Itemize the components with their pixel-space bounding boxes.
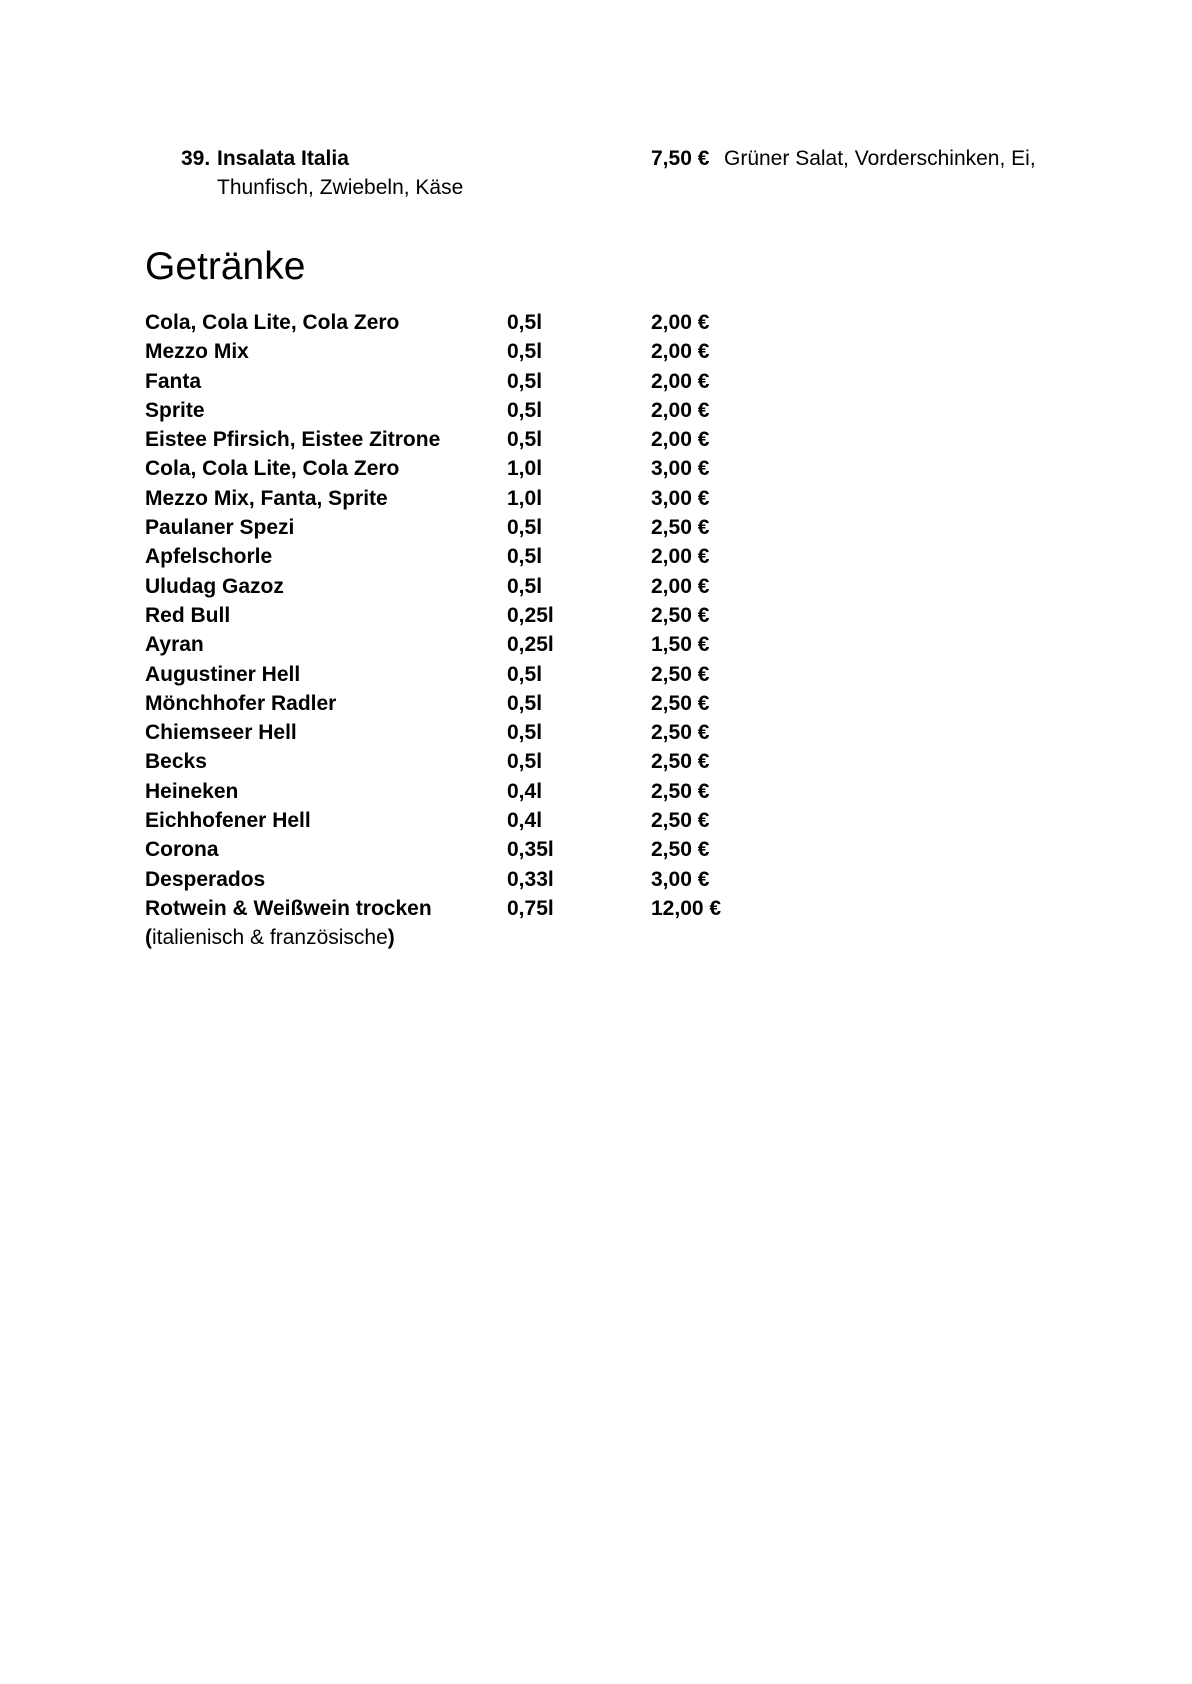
drink-name: Becks	[145, 750, 207, 774]
item-description-line1: Grüner Salat, Vorderschinken, Ei,	[724, 147, 1036, 170]
drink-volume: 0,5l	[507, 369, 543, 393]
drink-price: 3,00 €	[651, 457, 710, 481]
drink-price: 1,50 €	[651, 633, 710, 657]
drink-volume: 0,5l	[507, 311, 543, 334]
drink-volume: 0,5l	[507, 428, 543, 452]
drinks-list	[145, 308, 845, 952]
drink-row	[145, 630, 845, 659]
drink-row	[145, 865, 845, 894]
drink-name: Corona	[145, 838, 219, 862]
drink-row	[145, 337, 845, 366]
drink-volume: 0,33l	[507, 867, 554, 891]
item-price: 7,50 €	[651, 147, 710, 170]
drink-volume: 0,5l	[507, 545, 543, 569]
drink-price: 2,00 €	[651, 428, 710, 452]
drink-price: 2,50 €	[651, 779, 710, 803]
drink-price: 2,50 €	[651, 750, 710, 774]
drink-volume: 0,5l	[507, 691, 543, 715]
drink-price: 2,00 €	[651, 574, 710, 598]
drink-row	[145, 777, 845, 806]
salad-item-39	[181, 144, 1081, 202]
item-description-line2: Thunfisch, Zwiebeln, Käse	[217, 176, 464, 199]
drink-name: Cola, Cola Lite, Cola Zero	[145, 311, 400, 334]
drink-name: Fanta	[145, 369, 202, 393]
drink-row	[145, 484, 845, 513]
drink-name: Ayran	[145, 633, 204, 657]
drink-row	[145, 601, 845, 630]
drink-row	[145, 806, 845, 835]
drink-price: 2,50 €	[651, 838, 710, 862]
drink-name: Mönchhofer Radler	[145, 691, 337, 715]
drink-row	[145, 454, 845, 483]
drink-price: 2,00 €	[651, 311, 710, 334]
drink-name: Sprite	[145, 398, 205, 422]
drink-price: 2,50 €	[651, 603, 710, 627]
drink-volume: 0,25l	[507, 603, 554, 627]
drink-name: Desperados	[145, 867, 266, 891]
drink-row	[145, 747, 845, 776]
drink-row	[145, 572, 845, 601]
drink-row	[145, 308, 845, 337]
drink-name: Eichhofener Hell	[145, 809, 311, 833]
drink-row	[145, 835, 845, 864]
drink-volume: 0,35l	[507, 838, 554, 862]
drink-price: 2,50 €	[651, 691, 710, 715]
note-open-paren: (	[145, 926, 152, 950]
drink-name: Mezzo Mix, Fanta, Sprite	[145, 486, 388, 510]
drink-name: Mezzo Mix	[145, 340, 249, 364]
drink-price: 2,00 €	[651, 369, 710, 393]
drink-price: 12,00 €	[651, 896, 722, 920]
drink-row	[145, 660, 845, 689]
drink-name: Eistee Pfirsich, Eistee Zitrone	[145, 428, 441, 452]
drink-volume: 1,0l	[507, 457, 543, 481]
drink-volume: 0,5l	[507, 516, 543, 540]
drink-price: 2,50 €	[651, 809, 710, 833]
item-number: 39.	[181, 147, 211, 170]
drink-name: Cola, Cola Lite, Cola Zero	[145, 457, 400, 481]
drink-volume: 0,25l	[507, 633, 554, 657]
drink-price: 2,00 €	[651, 340, 710, 364]
drink-row	[145, 894, 845, 923]
drink-volume: 0,4l	[507, 779, 543, 803]
drink-volume: 0,5l	[507, 398, 543, 422]
drink-row	[145, 513, 845, 542]
item-name: Insalata Italia	[217, 147, 349, 170]
note-text: italienisch & französische	[152, 926, 388, 950]
drink-name: Chiemseer Hell	[145, 721, 297, 745]
drink-name: Apfelschorle	[145, 545, 273, 569]
drink-name: Heineken	[145, 779, 239, 803]
drink-name: Rotwein & Weißwein trocken	[145, 896, 432, 920]
drink-volume: 1,0l	[507, 486, 543, 510]
drink-price: 2,50 €	[651, 516, 710, 540]
drink-price: 3,00 €	[651, 486, 710, 510]
salad-item-line1	[181, 144, 1081, 173]
section-title-drinks: Getränke	[145, 245, 306, 288]
drink-volume: 0,5l	[507, 721, 543, 745]
drink-row	[145, 542, 845, 571]
drink-price: 2,00 €	[651, 545, 710, 569]
drink-name: Uludag Gazoz	[145, 574, 284, 598]
drink-volume: 0,5l	[507, 750, 543, 774]
drink-row	[145, 425, 845, 454]
drink-row	[145, 396, 845, 425]
drink-price: 3,00 €	[651, 867, 710, 891]
drink-name: Red Bull	[145, 603, 231, 627]
drink-volume: 0,5l	[507, 662, 543, 686]
drink-volume: 0,4l	[507, 809, 543, 833]
drink-row	[145, 689, 845, 718]
drink-price: 2,00 €	[651, 398, 710, 422]
drink-volume: 0,5l	[507, 574, 543, 598]
drink-price: 2,50 €	[651, 662, 710, 686]
wine-note	[145, 923, 845, 952]
drink-name: Paulaner Spezi	[145, 516, 295, 540]
drink-name: Augustiner Hell	[145, 662, 301, 686]
drink-volume: 0,75l	[507, 896, 554, 920]
drink-row	[145, 718, 845, 747]
note-close-paren: )	[387, 926, 395, 950]
drink-price: 2,50 €	[651, 721, 710, 745]
drink-volume: 0,5l	[507, 340, 543, 364]
drink-row	[145, 367, 845, 396]
